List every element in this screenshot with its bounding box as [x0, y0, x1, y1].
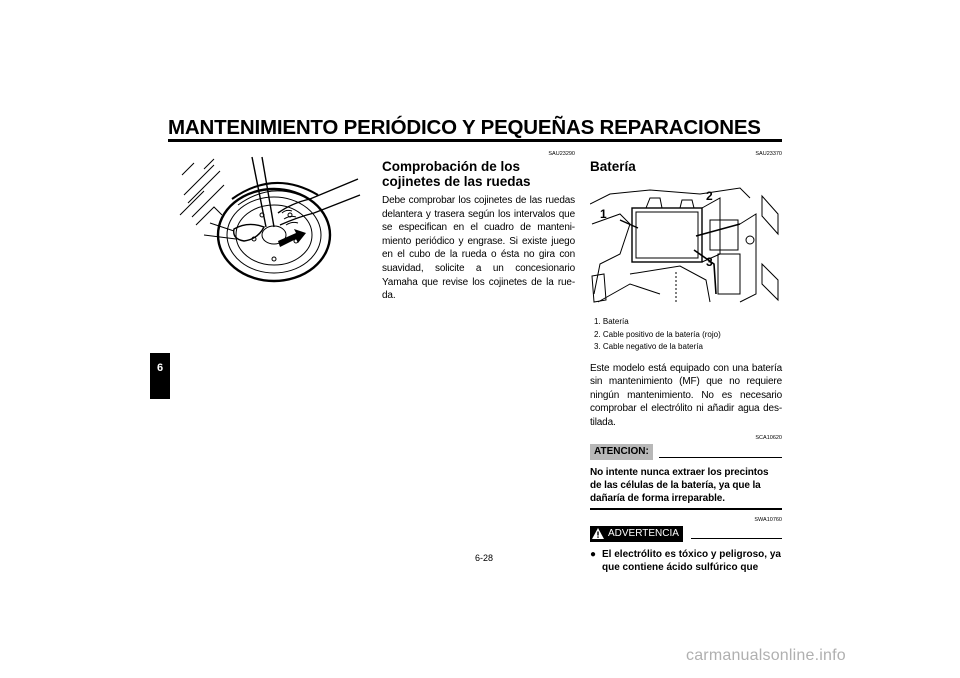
- wheel-bearings-section: [382, 150, 575, 303]
- caution-code: SCA10620: [755, 435, 782, 442]
- caption-item: 2. Cable positivo de la batería (rojo): [594, 329, 721, 339]
- caption-item: 1. Batería: [594, 317, 629, 326]
- warning-label-box: [590, 526, 683, 542]
- section-code: SAU23290: [548, 151, 575, 157]
- warning-header: [590, 526, 782, 542]
- warning-rule: [691, 538, 782, 539]
- watermark: carmanualsonline.info: [686, 647, 846, 664]
- battery-section: [590, 150, 782, 574]
- section-title: Comprobación de los cojinetes de las ruedas: [382, 159, 531, 189]
- section-body: Debe comprobar los cojinetes de las ruedas delantera y trasera según los intervalos que se especifican en el cuadro de manteni-miento periódico y engrase. Si existe juego en el cubo de la rueda o ésta no gira con suavidad, solicite a un concesionario Yamaha que revise los cojinetes de la rue-da.: [382, 195, 575, 302]
- callout-1: 1: [600, 207, 607, 221]
- page-number: 6-28: [474, 553, 493, 563]
- warning-label: ADVERTENCIA: [608, 527, 679, 539]
- warning-bullet: [590, 548, 782, 574]
- warning-bullet-text: El electrólito es tóxico y peligroso, ya que contiene ácido sulfúrico que: [602, 548, 781, 573]
- wheel-illustration: [174, 155, 362, 283]
- battery-drawing: [590, 184, 780, 306]
- caution-header: [590, 444, 782, 460]
- header-rule: [168, 139, 782, 142]
- caution-end-rule: [590, 508, 782, 509]
- battery-body: Este modelo está equipado con una batería sin mantenimiento (MF) que no requiere ningún mantenimiento. No es necesario comprobar el electrólito ni añadir agua des-tilada.: [590, 362, 782, 428]
- figure-captions: [590, 316, 782, 354]
- bullet-dot-icon: ●: [590, 548, 597, 560]
- chapter-tab: 6: [150, 353, 170, 399]
- caution-label: ATENCION:: [590, 444, 653, 460]
- callout-2: 2: [706, 189, 713, 203]
- caution-text: No intente nunca extraer los precintos de las células de la batería, ya que la dañaría de forma irreparable.: [590, 467, 769, 505]
- warning-triangle-icon: [592, 528, 604, 539]
- page-title: MANTENIMIENTO PERIÓDICO Y PEQUEÑAS REPARACIONES: [168, 116, 761, 139]
- battery-figure: [590, 184, 780, 306]
- warning-code: SWA10760: [754, 516, 782, 523]
- caution-rule: [659, 457, 782, 458]
- callout-3: 3: [706, 255, 713, 269]
- section-code: SAU23370: [755, 151, 782, 157]
- section-title: Batería: [590, 159, 636, 174]
- wheel-drawing: [174, 155, 362, 283]
- caption-item: 3. Cable negativo de la batería: [594, 342, 703, 351]
